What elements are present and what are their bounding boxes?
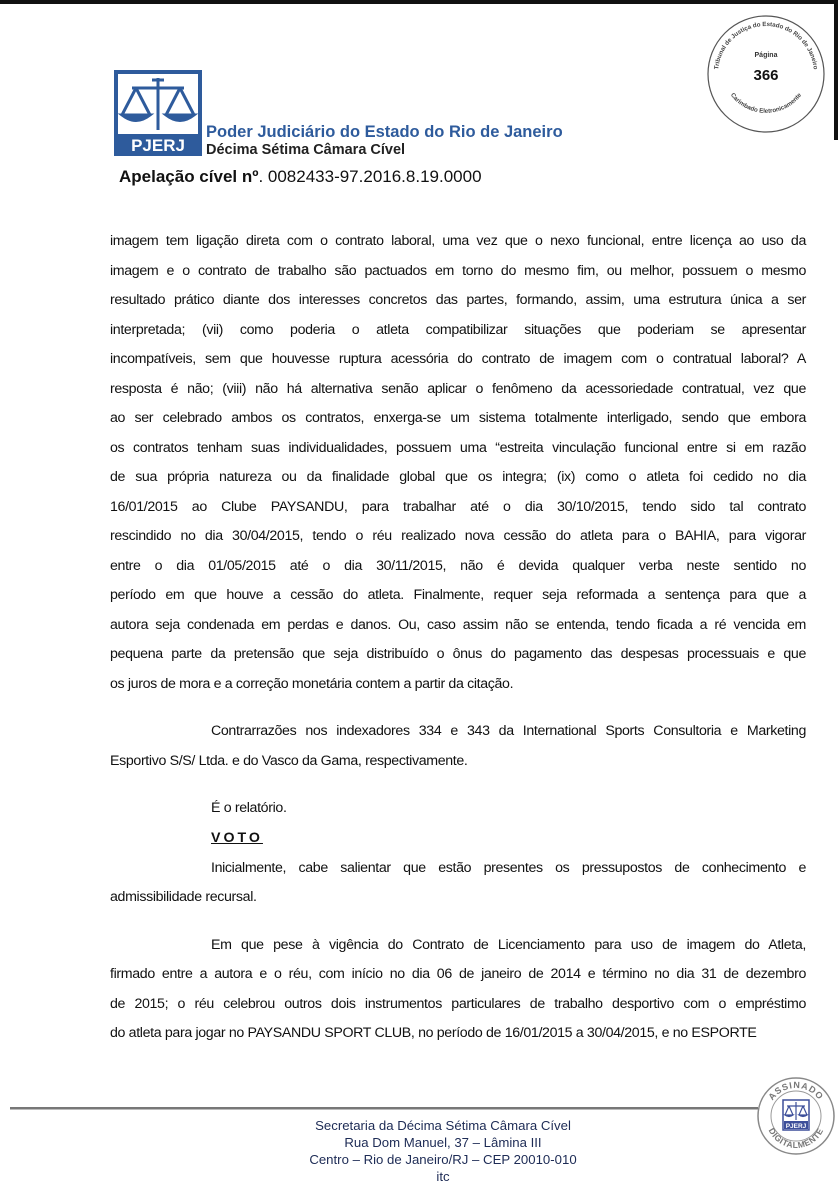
case-label: Apelação cível nº	[119, 167, 259, 186]
paragraph-report-end: É o relatório.	[211, 800, 287, 816]
text-line: resultado prático diante dos interesses concretos das partes, formando, assim, uma estrutura única a ser	[110, 292, 806, 308]
stamp-page-number: 366	[753, 67, 779, 84]
text-line: período em que houve a cessão do atleta. Finalmente, requer seja reformada a sentença para que a	[110, 587, 806, 603]
paragraph-counterarguments	[110, 717, 806, 776]
text-line: ao ser celebrado ambos os contratos, enxerga-se um sistema totalmente interligado, sendo que embora	[110, 410, 806, 426]
text-line: entre o dia 01/05/2015 até o dia 30/11/2015, não é devida qualquer verba neste sentido no	[110, 557, 806, 574]
footer-line-3: Centro – Rio de Janeiro/RJ – CEP 20010-010	[309, 1152, 577, 1167]
footer-divider	[10, 1107, 758, 1110]
text-line: os contratos tenham suas individualidades, possuem uma “estreita vinculação funcional entre si em razão	[110, 439, 806, 456]
paragraph-admissibility	[110, 854, 806, 913]
seal-bottom-text: DIGITALMENTE	[766, 1126, 826, 1151]
paragraph-contract	[110, 931, 806, 1049]
scan-border-right	[834, 0, 838, 140]
scan-border-top	[0, 0, 838, 4]
text-line: incompatíveis, sem que houvesse ruptura acessória do contrato de imagem com o contratual laboral? A	[110, 351, 806, 367]
text-line: Inicialmente, cabe salientar que estão presentes os pressupostos de conhecimento e	[211, 859, 806, 876]
page-stamp	[704, 12, 828, 136]
text-line: 16/01/2015 ao Clube PAYSANDU, para trabalhar até o dia 30/10/2015, tendo sido tal contrato	[110, 498, 806, 515]
text-line: Contrarrazões nos indexadores 334 e 343 da International Sports Consultoria e Marketing	[211, 723, 806, 739]
court-title: Poder Judiciário do Estado do Rio de Janeiro	[206, 123, 563, 141]
text-line: pequena parte da pretensão que seja distribuído o ônus do pagamento das despesas processuais e que	[110, 646, 806, 662]
document-body	[110, 227, 806, 1049]
seal-top-text: ASSINADO	[766, 1079, 826, 1102]
stamp-top-arc: Tribunal de Justiça do Estado do Rio de Janeiro	[713, 20, 819, 70]
footer-line-4: itc	[436, 1169, 450, 1184]
voto-heading: VOTO	[211, 829, 263, 846]
text-line: os juros de mora e a correção monetária contem a partir da citação.	[110, 675, 514, 692]
footer-address	[243, 1117, 643, 1185]
section-heading-voto	[110, 824, 806, 854]
text-line: do atleta para jogar no PAYSANDU SPORT CLUB, no período de 16/01/2015 a 30/04/2015, e no ESPORTE	[110, 1025, 757, 1041]
stamp-bottom-arc: Carimbado Eletronicamente	[728, 91, 804, 115]
text-line: de 2015; o réu celebrou outros dois instrumentos particulares de trabalho desportivo com o empréstimo	[110, 995, 806, 1012]
logo-text: PJERJ	[131, 136, 185, 155]
text-line: interpretada; (vii) como poderia o atleta compatibilizar situações que poderiam se apresentar	[110, 321, 806, 338]
text-line: imagem e o contrato de trabalho são pactuados em torno do mesmo fim, ou melhor, possuem o mesmo	[110, 262, 806, 279]
digital-signature-seal	[756, 1076, 836, 1156]
paragraph-report-continuation	[110, 227, 806, 699]
text-line: imagem tem ligação direta com o contrato laboral, uma vez que o nexo funcional, entre licença ao uso da	[110, 233, 806, 249]
text-line: Esportivo S/S/ Ltda. e do Vasco da Gama, respectivamente.	[110, 752, 468, 769]
text-line: firmado entre a autora e o réu, com início no dia 06 de janeiro de 2014 e término no dia 31 de dezembro	[110, 966, 806, 982]
text-line: Em que pese à vigência do Contrato de Licenciamento para uso de imagem do Atleta,	[211, 936, 806, 953]
text-line: autora seja condenada em perdas e danos. Ou, caso assim não se entenda, tendo ficada a ré vencida em	[110, 616, 806, 633]
seal-logo-text: PJERJ	[785, 1123, 807, 1130]
footer-line-2: Rua Dom Manuel, 37 – Lâmina III	[344, 1135, 542, 1150]
footer-line-1: Secretaria da Décima Sétima Câmara Cível	[315, 1118, 571, 1133]
chamber-subtitle: Décima Sétima Câmara Cível	[206, 142, 406, 158]
stamp-page-label: Página	[754, 52, 778, 59]
case-number: . 0082433-97.2016.8.19.0000	[258, 167, 482, 186]
pjerj-logo	[114, 70, 202, 156]
text-line: admissibilidade recursal.	[110, 889, 257, 905]
case-number-line	[119, 167, 482, 187]
text-line: rescindido no dia 30/04/2015, tendo o réu realizado nova cessão do atleta para o BAHIA, para vigorar	[110, 528, 806, 544]
text-line: de sua própria natureza ou da finalidade global que os integra; (ix) como o atleta foi cedido no dia	[110, 469, 806, 485]
text-line: resposta é não; (viii) não há alternativa senão aplicar o fenômeno da acessoriedade contratual, vez que	[110, 380, 806, 397]
